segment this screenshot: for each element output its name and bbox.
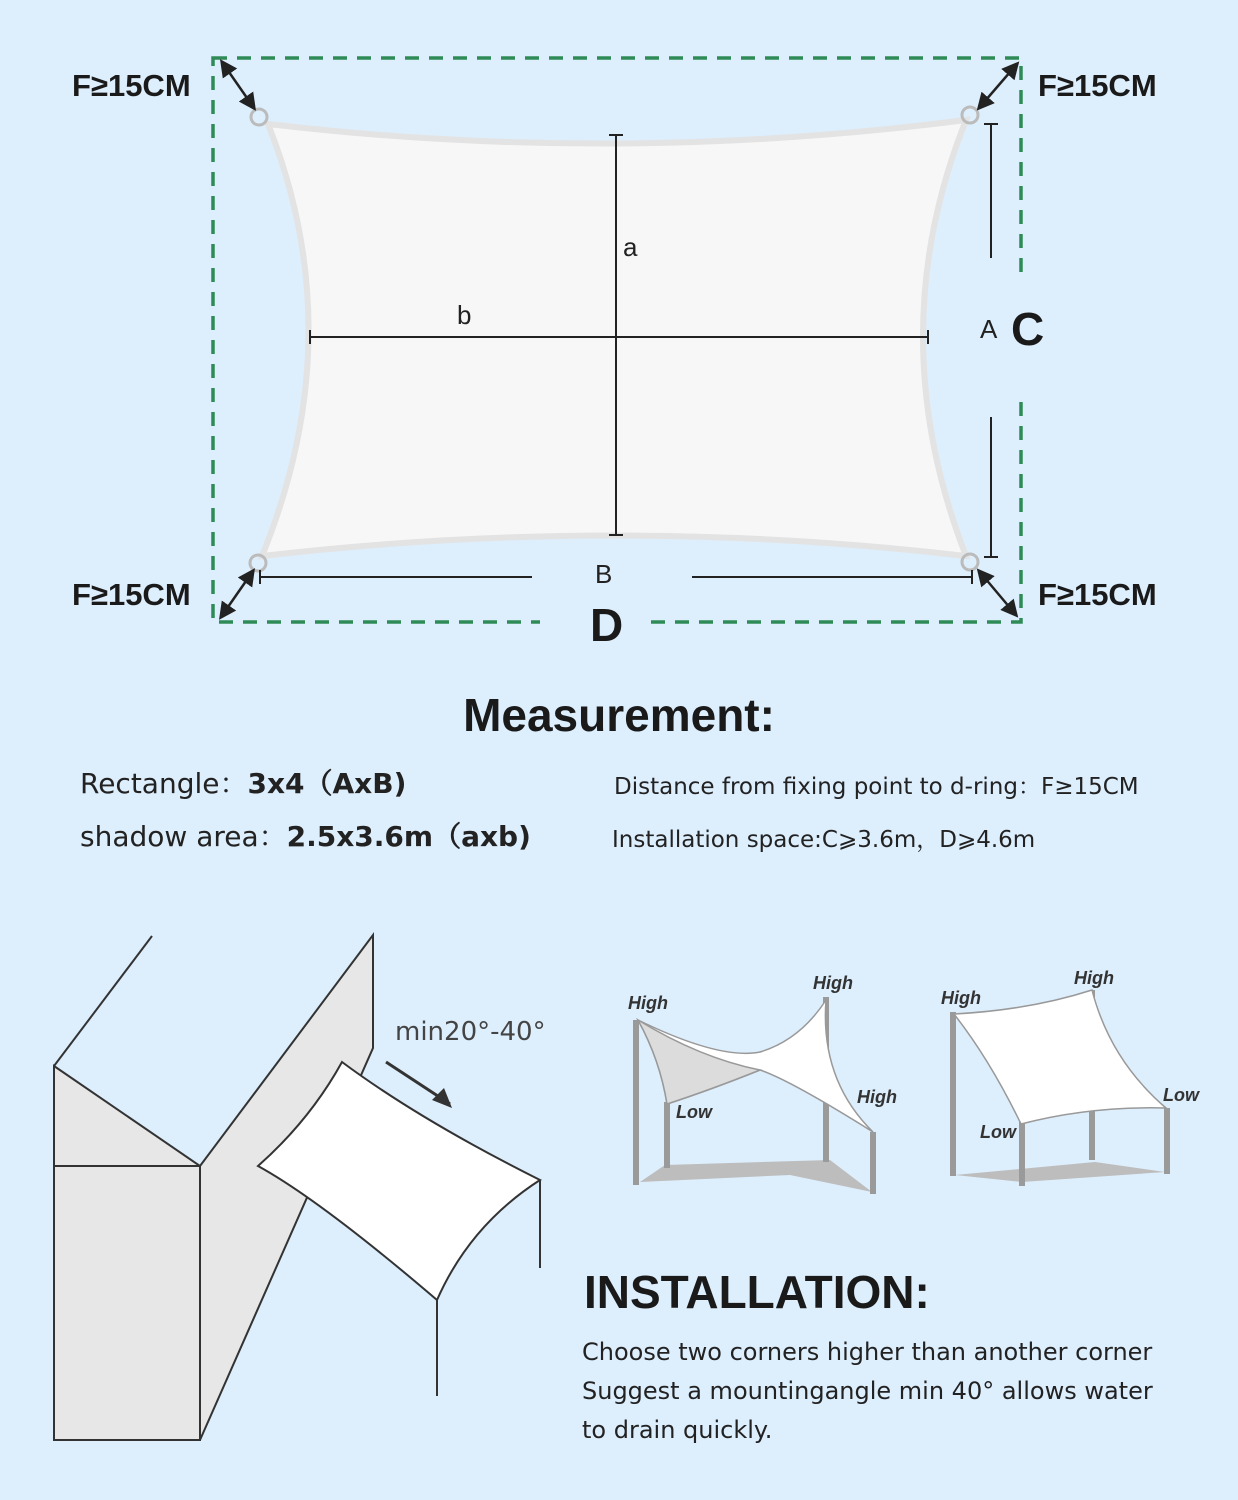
dimension-a-label: a: [623, 232, 638, 262]
dimension-D-label: D: [590, 599, 624, 651]
wall-illustration: [54, 935, 540, 1440]
three-post-sail: [636, 997, 873, 1194]
high-label-4: High: [941, 988, 981, 1008]
installation-line-2: Suggest a mountingangle min 40° allows water: [582, 1377, 1153, 1405]
dimension-B-label: B: [595, 559, 613, 589]
low-label-1: Low: [676, 1102, 712, 1122]
shadow-label: shadow area：: [80, 820, 287, 853]
distance-spec: Distance from fixing point to d-ring：F≥15CM: [614, 774, 1139, 800]
corner-label-bottom-left: F≥15CM: [72, 577, 191, 612]
four-post-sail: [953, 990, 1167, 1186]
corner-label-top-left: F≥15CM: [72, 68, 191, 103]
space-spec: Installation space:C⩾3.6m，D⩾4.6m: [612, 827, 1036, 853]
angle-label: min20°-40°: [395, 1017, 546, 1047]
low-label-2: Low: [1163, 1085, 1199, 1105]
shadow-value: 2.5x3.6m（axb): [286, 820, 531, 853]
corner-label-bottom-right: F≥15CM: [1038, 577, 1157, 612]
measurement-title: Measurement:: [463, 689, 775, 741]
installation-line-3: to drain quickly.: [582, 1416, 773, 1444]
installation-text: [582, 1333, 1202, 1450]
rectangle-value: 3x4（AxB): [247, 767, 407, 800]
installation-line-1: Choose two corners higher than another corner: [582, 1338, 1153, 1366]
high-label-5: High: [1074, 968, 1114, 988]
corner-label-top-right: F≥15CM: [1038, 68, 1157, 103]
high-label-2: High: [813, 973, 853, 993]
installation-title: INSTALLATION:: [584, 1266, 930, 1318]
high-label-1: High: [628, 993, 668, 1013]
dimension-C-label: C: [1011, 303, 1045, 355]
low-label-3: Low: [980, 1122, 1016, 1142]
dimension-A-label: A: [980, 314, 998, 344]
rectangle-label: Rectangle：: [80, 767, 248, 800]
high-label-3: High: [857, 1087, 897, 1107]
dimension-b-label: b: [457, 300, 472, 330]
